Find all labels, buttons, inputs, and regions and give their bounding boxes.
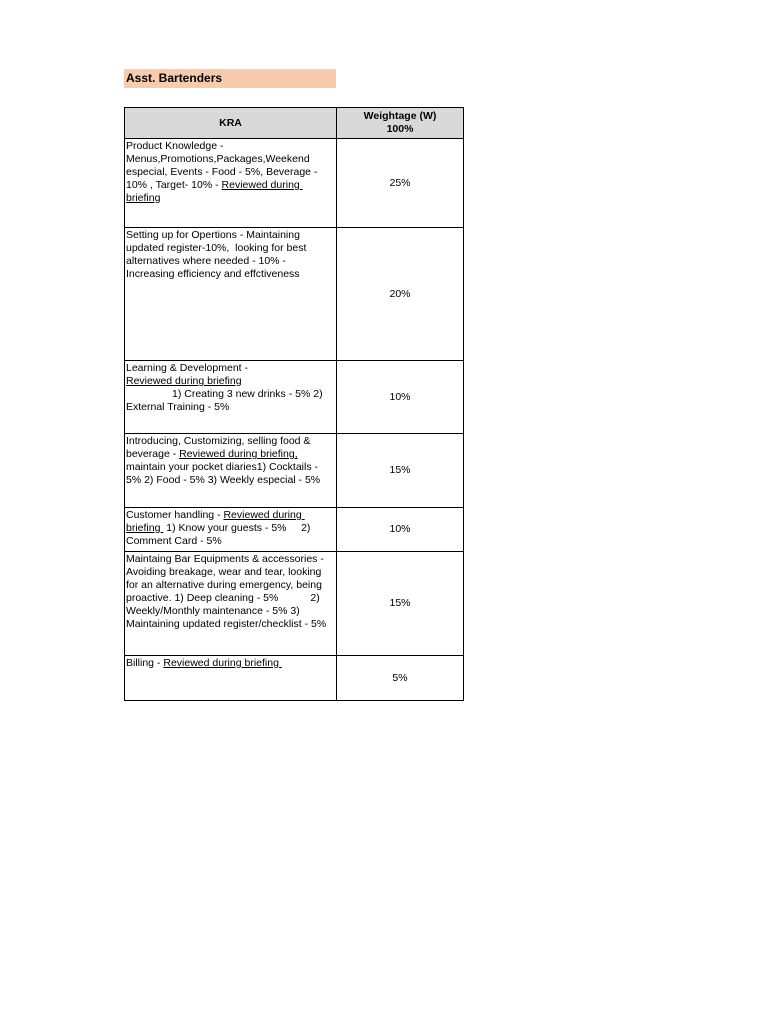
kra-cell xyxy=(125,508,337,552)
weight-cell: 25% xyxy=(337,139,464,228)
kra-text: Maintaing Bar Equipments & accessories - Avoiding breakage, wear and tear, looking for an alternative during emergency, being proactive. 1) Deep cleaning - 5% 2) Weekly/Monthly maintenance - 5% 3) Maintaining updated register/checklist - 5% xyxy=(126,553,327,630)
kra-cell xyxy=(125,434,337,508)
kra-text: Introducing, Customizing, selling food & beverage - xyxy=(126,435,314,460)
kra-cell xyxy=(125,139,337,228)
kra-review-note: Reviewed during briefing xyxy=(126,509,305,534)
header-weightage-total: 100% xyxy=(386,123,414,135)
header-weightage xyxy=(337,108,464,139)
kra-review-note: Reviewed during briefing xyxy=(126,375,242,387)
weight-cell: 15% xyxy=(337,552,464,656)
kra-text-detail: 1) Creating 3 new drinks - 5% 2) External Training - 5% xyxy=(126,388,326,413)
weight-cell: 15% xyxy=(337,434,464,508)
weight-cell: 10% xyxy=(337,508,464,552)
table-row xyxy=(125,434,464,508)
kra-text: Setting up for Opertions - Maintaining updated register-10%, looking for best alternatives where needed - 10% - Increasing efficiency and effctiveness xyxy=(126,229,310,280)
kra-review-note: Reviewed during briefing xyxy=(126,179,303,204)
kra-cell xyxy=(125,656,337,701)
kra-text: Product Knowledge - Menus,Promotions,Packages,Weekend especial, Events - Food - 5%, Beverage - 10% , Target- 10% - xyxy=(126,140,321,191)
weight-cell: 10% xyxy=(337,361,464,434)
kra-text: Billing - xyxy=(126,657,164,669)
header-weightage-label: Weightage (W) xyxy=(363,110,437,122)
kra-text-detail: maintain your pocket diaries1) Cocktails - 5% 2) Food - 5% 3) Weekly especial - 5% xyxy=(126,448,321,486)
kra-cell xyxy=(125,228,337,361)
table-row xyxy=(125,552,464,656)
section-title: Asst. Bartenders xyxy=(124,69,336,88)
table-header-row xyxy=(125,108,464,139)
weight-cell: 20% xyxy=(337,228,464,361)
weight-cell: 5% xyxy=(337,656,464,701)
kra-review-note: Reviewed during briefing, xyxy=(179,448,298,460)
kra-text: Customer handling - xyxy=(126,509,224,521)
kra-text-detail: 1) Know your guests - 5% 2) Comment Card - 5% xyxy=(126,522,314,547)
header-kra: KRA xyxy=(125,108,337,139)
kra-review-note: Reviewed during briefing xyxy=(163,657,282,669)
table-row xyxy=(125,656,464,701)
table-row xyxy=(125,228,464,361)
table-row xyxy=(125,361,464,434)
table-row xyxy=(125,508,464,552)
kra-text: Learning & Development - xyxy=(126,362,251,374)
kra-cell xyxy=(125,361,337,434)
table-row xyxy=(125,139,464,228)
kra-table xyxy=(124,107,464,701)
kra-cell xyxy=(125,552,337,656)
